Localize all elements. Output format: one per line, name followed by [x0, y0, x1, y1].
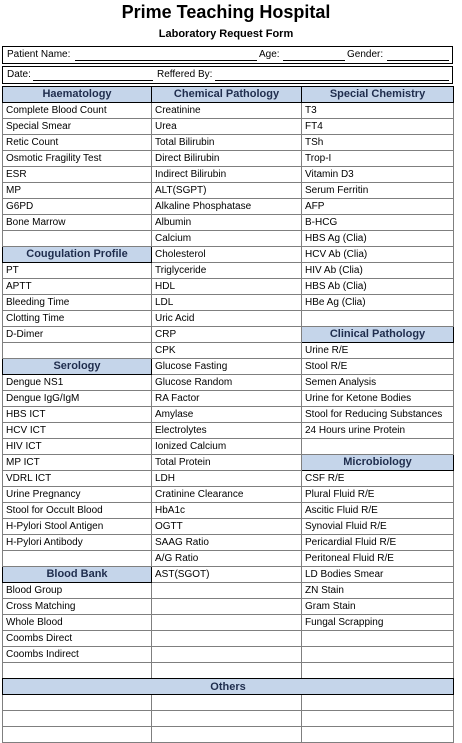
- section-header: Chemical Pathology: [152, 87, 302, 103]
- test-item[interactable]: D-Dimer: [3, 327, 152, 343]
- age-label: Age:: [259, 49, 280, 60]
- test-item[interactable]: HBS Ab (Clia): [302, 279, 454, 295]
- test-item[interactable]: Osmotic Fragility Test: [3, 151, 152, 167]
- section-header: Microbiology: [302, 455, 454, 471]
- test-item[interactable]: LD Bodies Smear: [302, 567, 454, 583]
- section-header: Blood Bank: [3, 567, 152, 583]
- test-item[interactable]: Amylase: [152, 407, 302, 423]
- test-item[interactable]: Cholesterol: [152, 247, 302, 263]
- others-cell[interactable]: [3, 695, 152, 711]
- table-row: [3, 119, 454, 135]
- hospital-title: Prime Teaching Hospital: [121, 2, 331, 22]
- test-item[interactable]: Special Smear: [3, 119, 152, 135]
- test-item[interactable]: A/G Ratio: [152, 551, 302, 567]
- test-item[interactable]: Total Protein: [152, 455, 302, 471]
- table-row: [3, 167, 454, 183]
- patient-name-label: Patient Name:: [7, 49, 71, 60]
- table-row: [3, 375, 454, 391]
- test-item[interactable]: Whole Blood: [3, 615, 152, 631]
- referred-by-label: Reffered By:: [157, 69, 213, 80]
- empty-cell: [302, 663, 454, 679]
- test-item[interactable]: Urea: [152, 119, 302, 135]
- test-item[interactable]: OGTT: [152, 519, 302, 535]
- test-item[interactable]: PT: [3, 263, 152, 279]
- patient-name-field[interactable]: [75, 49, 257, 61]
- test-item[interactable]: Coombs Indirect: [3, 647, 152, 663]
- table-row: [3, 455, 454, 471]
- table-row: [3, 231, 454, 247]
- table-row: [3, 359, 454, 375]
- empty-cell: [3, 551, 152, 567]
- empty-cell: [152, 647, 302, 663]
- others-cell[interactable]: [152, 727, 302, 743]
- table-row: [3, 279, 454, 295]
- table-row: [3, 311, 454, 327]
- test-item[interactable]: AST(SGOT): [152, 567, 302, 583]
- test-item[interactable]: Cratinine Clearance: [152, 487, 302, 503]
- test-item[interactable]: Stool for Reducing Substances: [302, 407, 454, 423]
- empty-cell: [152, 599, 302, 615]
- test-item[interactable]: Bleeding Time: [3, 295, 152, 311]
- others-cell[interactable]: [152, 695, 302, 711]
- test-grid: [2, 86, 454, 679]
- empty-cell: [302, 439, 454, 455]
- test-item[interactable]: HBS Ag (Clia): [302, 231, 454, 247]
- table-row: [3, 135, 454, 151]
- test-item[interactable]: Synovial Fluid R/E: [302, 519, 454, 535]
- age-field[interactable]: [283, 49, 345, 61]
- test-item[interactable]: APTT: [3, 279, 152, 295]
- test-item[interactable]: MP: [3, 183, 152, 199]
- test-item[interactable]: Blood Group: [3, 583, 152, 599]
- test-item[interactable]: CPK: [152, 343, 302, 359]
- empty-cell: [3, 343, 152, 359]
- test-item[interactable]: 24 Hours urine Protein: [302, 423, 454, 439]
- table-row: [3, 663, 454, 679]
- table-row: [3, 551, 454, 567]
- table-row: [3, 567, 454, 583]
- test-item[interactable]: Indirect Bilirubin: [152, 167, 302, 183]
- date-label: Date:: [7, 69, 31, 80]
- table-row: [3, 599, 454, 615]
- others-header: Others: [3, 679, 454, 695]
- table-row: [3, 583, 454, 599]
- test-item[interactable]: CSF R/E: [302, 471, 454, 487]
- test-item[interactable]: Pericardial Fluid R/E: [302, 535, 454, 551]
- test-item[interactable]: Urine Pregnancy: [3, 487, 152, 503]
- table-row: [3, 87, 454, 103]
- empty-cell: [302, 631, 454, 647]
- others-cell[interactable]: [152, 711, 302, 727]
- test-item[interactable]: ZN Stain: [302, 583, 454, 599]
- table-row: [3, 183, 454, 199]
- test-item[interactable]: B-HCG: [302, 215, 454, 231]
- test-item[interactable]: HCV ICT: [3, 423, 152, 439]
- table-row: [3, 471, 454, 487]
- others-cell[interactable]: [302, 695, 454, 711]
- table-row: [3, 343, 454, 359]
- test-item[interactable]: MP ICT: [3, 455, 152, 471]
- test-item[interactable]: Direct Bilirubin: [152, 151, 302, 167]
- others-cell[interactable]: [302, 727, 454, 743]
- test-item[interactable]: Triglyceride: [152, 263, 302, 279]
- table-row: [3, 199, 454, 215]
- others-section: [2, 678, 454, 743]
- test-item[interactable]: Stool R/E: [302, 359, 454, 375]
- table-row: [3, 327, 454, 343]
- test-item[interactable]: Clotting Time: [3, 311, 152, 327]
- test-item[interactable]: HCV Ab (Clia): [302, 247, 454, 263]
- test-item[interactable]: HDL: [152, 279, 302, 295]
- test-item[interactable]: ALT(SGPT): [152, 183, 302, 199]
- test-item[interactable]: Complete Blood Count: [3, 103, 152, 119]
- section-header: Haematology: [3, 87, 152, 103]
- test-item[interactable]: Alkaline Phosphatase: [152, 199, 302, 215]
- test-item[interactable]: H-Pylori Stool Antigen: [3, 519, 152, 535]
- table-row: [3, 503, 454, 519]
- table-row: [3, 215, 454, 231]
- section-header: Clinical Pathology: [302, 327, 454, 343]
- test-item[interactable]: AFP: [302, 199, 454, 215]
- test-item[interactable]: CRP: [152, 327, 302, 343]
- test-item[interactable]: LDH: [152, 471, 302, 487]
- test-item[interactable]: Dengue IgG/IgM: [3, 391, 152, 407]
- table-row: [3, 487, 454, 503]
- table-row: [3, 423, 454, 439]
- test-item[interactable]: RA Factor: [152, 391, 302, 407]
- test-item[interactable]: HIV ICT: [3, 439, 152, 455]
- test-item[interactable]: VDRL ICT: [3, 471, 152, 487]
- table-row: [3, 535, 454, 551]
- test-item[interactable]: G6PD: [3, 199, 152, 215]
- section-header: Cougulation Profile: [3, 247, 152, 263]
- section-header: Special Chemistry: [302, 87, 454, 103]
- table-row: [3, 615, 454, 631]
- test-item[interactable]: HbA1c: [152, 503, 302, 519]
- table-row: [3, 263, 454, 279]
- test-item[interactable]: HBe Ag (Clia): [302, 295, 454, 311]
- table-row: [3, 391, 454, 407]
- test-item[interactable]: FT4: [302, 119, 454, 135]
- test-item[interactable]: Ascitic Fluid R/E: [302, 503, 454, 519]
- table-row: [3, 647, 454, 663]
- date-referral-row: [2, 66, 453, 84]
- table-row: [3, 439, 454, 455]
- test-item[interactable]: Peritoneal Fluid R/E: [302, 551, 454, 567]
- empty-cell: [152, 615, 302, 631]
- test-item[interactable]: Glucose Fasting: [152, 359, 302, 375]
- test-item[interactable]: Urine R/E: [302, 343, 454, 359]
- test-item[interactable]: HIV Ab (Clia): [302, 263, 454, 279]
- test-item[interactable]: Total Bilirubin: [152, 135, 302, 151]
- empty-cell: [302, 311, 454, 327]
- form-subtitle: Laboratory Request Form: [158, 28, 294, 40]
- others-cell[interactable]: [3, 711, 152, 727]
- test-item[interactable]: SAAG Ratio: [152, 535, 302, 551]
- gender-field[interactable]: [387, 49, 449, 61]
- empty-cell: [3, 663, 152, 679]
- test-item[interactable]: TSh: [302, 135, 454, 151]
- table-row: [3, 295, 454, 311]
- test-item[interactable]: Coombs Direct: [3, 631, 152, 647]
- table-row: [3, 519, 454, 535]
- test-item[interactable]: Uric Acid: [152, 311, 302, 327]
- test-item[interactable]: Cross Matching: [3, 599, 152, 615]
- test-item[interactable]: H-Pylori Antibody: [3, 535, 152, 551]
- gender-label: Gender:: [347, 49, 384, 60]
- test-item[interactable]: LDL: [152, 295, 302, 311]
- test-item[interactable]: Glucose Random: [152, 375, 302, 391]
- test-item[interactable]: Serum Ferritin: [302, 183, 454, 199]
- test-item[interactable]: Ionized Calcium: [152, 439, 302, 455]
- test-item[interactable]: Plural Fluid R/E: [302, 487, 454, 503]
- test-item[interactable]: HBS ICT: [3, 407, 152, 423]
- test-item[interactable]: T3: [302, 103, 454, 119]
- test-item[interactable]: Electrolytes: [152, 423, 302, 439]
- test-item[interactable]: Urine for Ketone Bodies: [302, 391, 454, 407]
- test-item[interactable]: ESR: [3, 167, 152, 183]
- table-row: [3, 247, 454, 263]
- test-item[interactable]: Semen Analysis: [302, 375, 454, 391]
- test-item[interactable]: Gram Stain: [302, 599, 454, 615]
- test-item[interactable]: Stool for Occult Blood: [3, 503, 152, 519]
- others-cell[interactable]: [302, 711, 454, 727]
- test-item[interactable]: Vitamin D3: [302, 167, 454, 183]
- date-field[interactable]: [33, 69, 153, 81]
- test-item[interactable]: Retic Count: [3, 135, 152, 151]
- table-row: [3, 103, 454, 119]
- referred-by-field[interactable]: [215, 69, 449, 81]
- others-cell[interactable]: [3, 727, 152, 743]
- test-item[interactable]: Fungal Scrapping: [302, 615, 454, 631]
- empty-cell: [152, 583, 302, 599]
- empty-cell: [302, 647, 454, 663]
- test-item[interactable]: Trop-I: [302, 151, 454, 167]
- empty-cell: [152, 631, 302, 647]
- test-item[interactable]: Calcium: [152, 231, 302, 247]
- empty-cell: [152, 663, 302, 679]
- table-row: [3, 631, 454, 647]
- test-item[interactable]: Albumin: [152, 215, 302, 231]
- patient-info-row: [2, 46, 453, 64]
- test-item[interactable]: Creatinine: [152, 103, 302, 119]
- table-row: [3, 151, 454, 167]
- section-header: Serology: [3, 359, 152, 375]
- test-item[interactable]: Bone Marrow: [3, 215, 152, 231]
- test-item[interactable]: Dengue NS1: [3, 375, 152, 391]
- table-row: [3, 407, 454, 423]
- empty-cell: [3, 231, 152, 247]
